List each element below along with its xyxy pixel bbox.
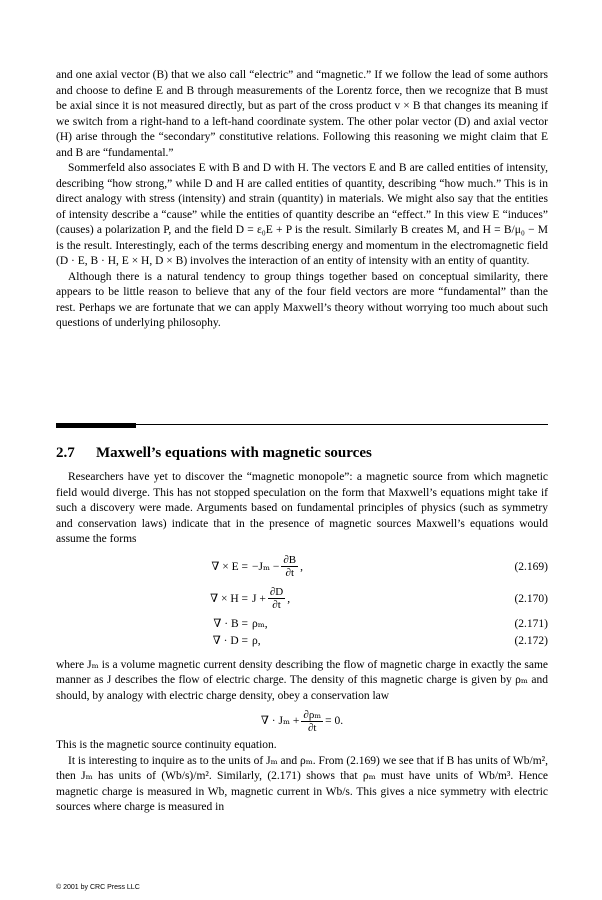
equation-number: (2.169): [514, 560, 548, 573]
section-body: [56, 470, 548, 816]
rhs-term: −Jₘ −: [252, 560, 280, 573]
paragraph: Although there is a natural tendency to group things together based on conceptual similarity, there appears to be little reason to believe that any of the four field vectors are more “fundamental” than the rest. Perhaps we are fortunate that we can apply Maxwell’s theory without worrying too much about such questions of underlying philosophy.: [56, 270, 548, 329]
fraction: [301, 709, 323, 734]
equation-rhs: ρₘ,: [252, 617, 268, 630]
equation-rhs: [252, 552, 303, 582]
copyright-footer: © 2001 by CRC Press LLC: [56, 884, 140, 891]
equation: [56, 633, 548, 649]
fraction: [281, 554, 298, 579]
equation-block: [56, 548, 548, 652]
rule-thick: [56, 423, 136, 428]
section-number: 2.7: [56, 445, 75, 461]
numerator: ∂B: [283, 554, 297, 567]
rhs-punct: ,: [287, 592, 291, 605]
denominator: ∂t: [285, 567, 295, 580]
equation-number: (2.172): [514, 634, 548, 647]
section-title: Maxwell’s equations with magnetic sources: [96, 445, 372, 461]
equation-lhs: ∇ × H =: [210, 592, 248, 605]
denominator: ∂t: [307, 721, 317, 734]
equation-rhs: [252, 584, 290, 614]
continuity-lhs: ∇ · Jₘ +: [260, 715, 300, 727]
paragraph: Researchers have yet to discover the “magnetic monopole”: a magnetic source from which magnetic field would diverge. This has not stopped speculation on the form that Maxwell’s equations might take if such a discovery were made. Arguments based on fundamental principles of physics (such as symmetry and conservation laws) indicate that in the presence of magnetic sources Maxwell’s equations would assume the forms: [56, 471, 548, 545]
equation: [56, 616, 548, 632]
paragraph: where Jₘ is a volume magnetic current density describing the flow of magnetic charge in exactly the same manner as J describes the flow of electric charge. The density of this magnetic charge is given by ρₘ and should, by analogy with electric charge density, obey a conservation law: [56, 658, 548, 702]
body-text-top: [56, 68, 548, 332]
section-heading: [56, 445, 548, 462]
section-rule: [56, 424, 548, 430]
equation-lhs: ∇ · B =: [213, 617, 248, 630]
paragraph: Sommerfeld also associates E with B and D with H. The vectors E and B are called entities of intensity, describing “how strong,” while D and H are called entities of quantity, describing “how much.” This is in direct analogy with stress (intensity) and strain (quantity) in materials. We might also say that the entities of intensity describe a “cause” while the entities of quantity describe an “effect.” In this view E “induces” (causes) a polarization P, and the field D = ε₀E + P is the result. Similarly B creates M, and H = B/μ₀ − M is the result. Interestingly, each of the terms describing energy and momentum in the electromagnetic field (D · E, B · H, E × H, D × B) involves the interaction of an entity of intensity with an entity of quantity.: [56, 162, 548, 267]
paragraph: It is interesting to inquire as to the units of Jₘ and ρₘ. From (2.169) we see that if B has units of Wb/m², then Jₘ has units of (Wb/s)/m². Similarly, (2.171) shows that ρₘ must have units of Wb/m³. Hence magnetic charge is measured in Wb, magnetic current in Wb/s. This gives a nice symmetry with electric sources where charge is measured in: [56, 754, 548, 813]
rhs-term: J +: [252, 592, 266, 605]
equation-lhs: ∇ × E =: [211, 560, 248, 573]
paragraph: and one axial vector (B) that we also call “electric” and “magnetic.” If we follow the lead of some authors and choose to define E and B through measurements of the Lorentz force, then we recognize that B must be axial since it is not measured directly, but as part of the cross product v × B that changes its meaning if we switch from a right-hand to a left-hand coordinate system. The other polar vector (D) and axial vector (H) arise through the “secondary” constitutive relations. Following this reasoning we might claim that E and B are “fundamental.”: [56, 69, 548, 159]
equation-lhs: ∇ · D =: [212, 634, 248, 647]
paragraph: This is the magnetic source continuity equation.: [56, 739, 277, 751]
continuity-rhs: = 0.: [325, 715, 344, 727]
numerator: ∂D: [269, 586, 284, 599]
equation: [56, 584, 548, 614]
denominator: ∂t: [272, 599, 281, 612]
equation-number: (2.170): [514, 592, 548, 605]
rhs-punct: ,: [300, 560, 304, 573]
equation: [56, 552, 548, 582]
numerator: ∂ρₘ: [303, 708, 322, 721]
fraction: [268, 586, 285, 611]
equation-number: (2.171): [514, 617, 548, 630]
equation-rhs: ρ,: [252, 634, 261, 647]
continuity-equation: [56, 704, 548, 738]
